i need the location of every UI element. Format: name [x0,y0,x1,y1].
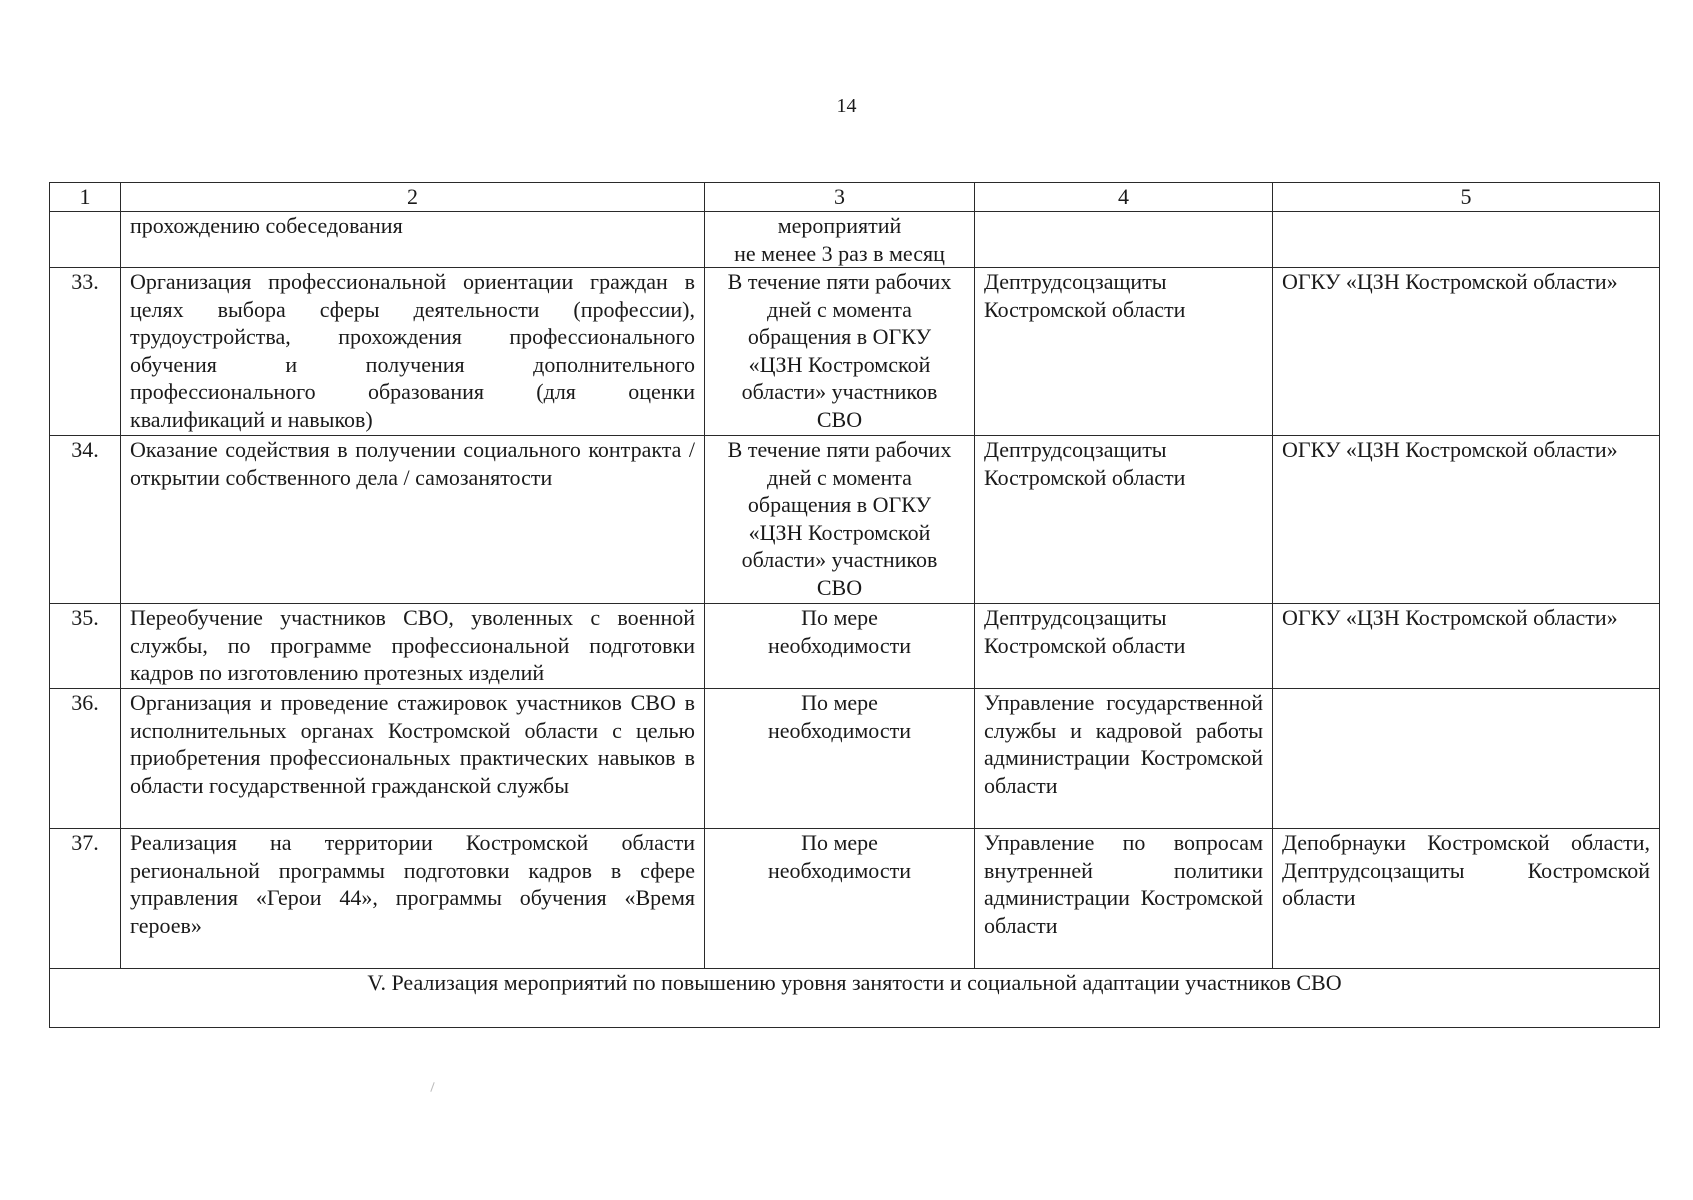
row-responsible: Дептрудсоцзащиты Костромской области [975,268,1273,436]
table-header-row [50,183,1660,212]
row-responsible: Управление по вопросам внутренней политики администрации Костромской области [975,829,1273,969]
row-number: 35. [50,604,121,689]
scan-mark [430,1082,434,1092]
table-row [50,689,1660,829]
row-partners: ОГКУ «ЦЗН Костромской области» [1273,268,1660,436]
table-row [50,436,1660,604]
row-partners [1273,689,1660,829]
row-partners: Депобрнауки Костромской области, Дептрудсоцзащиты Костромской области [1273,829,1660,969]
row-measure: Переобучение участников СВО, уволенных с военной службы, по программе профессиональной подготовки кадров по изготовлению протезных изделий [121,604,705,689]
column-header-term: 3 [705,183,975,212]
row-measure: Организация профессиональной ориентации граждан в целях выбора сферы деятельности (профессии), трудоустройства, прохождения профессионального обучения и получения дополнительного профессионального образования (для оценки квалификаций и навыков) [121,268,705,436]
row-term: По мере необходимости [705,829,975,969]
row-measure: прохождению собеседования [121,212,705,268]
table-row [50,268,1660,436]
column-header-measure: 2 [121,183,705,212]
row-number [50,212,121,268]
section-row [50,969,1660,1028]
row-number: 34. [50,436,121,604]
row-responsible: Дептрудсоцзащиты Костромской области [975,604,1273,689]
row-responsible: Управление государственной службы и кадровой работы администрации Костромской области [975,689,1273,829]
row-partners: ОГКУ «ЦЗН Костромской области» [1273,604,1660,689]
row-number: 33. [50,268,121,436]
table-row [50,829,1660,969]
row-responsible [975,212,1273,268]
row-measure: Оказание содействия в получении социального контракта / открытии собственного дела / самозанятости [121,436,705,604]
section-title: V. Реализация мероприятий по повышению уровня занятости и социальной адаптации участников СВО [50,969,1660,1028]
column-header-responsible: 4 [975,183,1273,212]
row-partners: ОГКУ «ЦЗН Костромской области» [1273,436,1660,604]
row-number: 37. [50,829,121,969]
row-partners [1273,212,1660,268]
row-term: мероприятий не менее 3 раз в месяц [705,212,975,268]
row-term: В течение пяти рабочих дней с момента обращения в ОГКУ «ЦЗН Костромской области» участников СВО [705,436,975,604]
page-number: 14 [836,95,857,117]
table-row [50,212,1660,268]
row-term: В течение пяти рабочих дней с момента обращения в ОГКУ «ЦЗН Костромской области» участников СВО [705,268,975,436]
measures-table [49,182,1660,1028]
row-term: По мере необходимости [705,604,975,689]
row-responsible: Дептрудсоцзащиты Костромской области [975,436,1273,604]
table-row [50,604,1660,689]
row-measure: Реализация на территории Костромской области региональной программы подготовки кадров в сфере управления «Герои 44», программы обучения «Время героев» [121,829,705,969]
row-term: По мере необходимости [705,689,975,829]
row-measure: Организация и проведение стажировок участников СВО в исполнительных органах Костромской области с целью приобретения профессиональных практических навыков в области государственной гражданской службы [121,689,705,829]
row-number: 36. [50,689,121,829]
column-header-number: 1 [50,183,121,212]
column-header-partners: 5 [1273,183,1660,212]
